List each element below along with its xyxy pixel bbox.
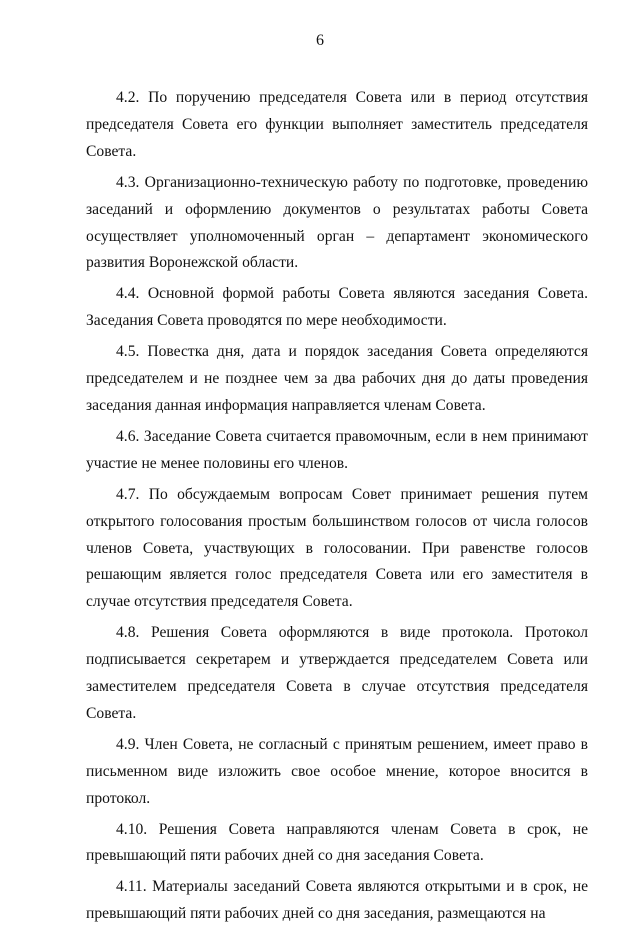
paragraph-4-8: 4.8. Решения Совета оформляются в виде протокола. Протокол подписывается секретарем и утверждается председателем Совета или заместителем председателя Совета в случае отсутствия председателя Совета. <box>86 624 588 722</box>
page-number: 6 <box>316 32 324 49</box>
document-body <box>86 85 588 932</box>
paragraph-4-5: 4.5. Повестка дня, дата и порядок заседания Совета определяются председателем и не позднее чем за два рабочих дня до даты проведения заседания данная информация направляется членам Совета. <box>86 343 588 414</box>
paragraph-4-2: 4.2. По поручению председателя Совета или в период отсутствия председателя Совета его функции выполняет заместитель председателя Совета. <box>86 89 588 160</box>
paragraph-4-6: 4.6. Заседание Совета считается правомочным, если в нем принимают участие не менее половины его членов. <box>86 427 588 472</box>
paragraph-4-9: 4.9. Член Совета, не согласный с принятым решением, имеет право в письменном виде изложить свое особое мнение, которое вносится в протокол. <box>86 735 588 807</box>
paragraph-4-4: 4.4. Основной формой работы Совета являются заседания Совета. Заседания Совета проводятся по мере необходимости. <box>86 285 588 330</box>
paragraph-4-3: 4.3. Организационно-техническую работу по подготовке, проведению заседаний и оформлению документов о результатах работы Совета осуществляет уполномоченный орган – департамент экономического развития Воронежской области. <box>86 173 588 272</box>
paragraph-4-7: 4.7. По обсуждаемым вопросам Совет принимает решения путем открытого голосования простым большинством голосов от числа голосов членов Совета, участвующих в голосовании. При равенстве голосов решающим является голос председателя Совета или его заместителя в случае отсутствия председателя Совета. <box>86 485 588 611</box>
paragraph-4-10: 4.10. Решения Совета направляются членам Совета в срок, не превышающий пяти рабочих дней со дня заседания Совета. <box>86 820 588 865</box>
paragraph-4-11: 4.11. Материалы заседаний Совета являются открытыми и в срок, не превышающий пяти рабочих дней со дня заседания, размещаются на <box>86 878 588 923</box>
